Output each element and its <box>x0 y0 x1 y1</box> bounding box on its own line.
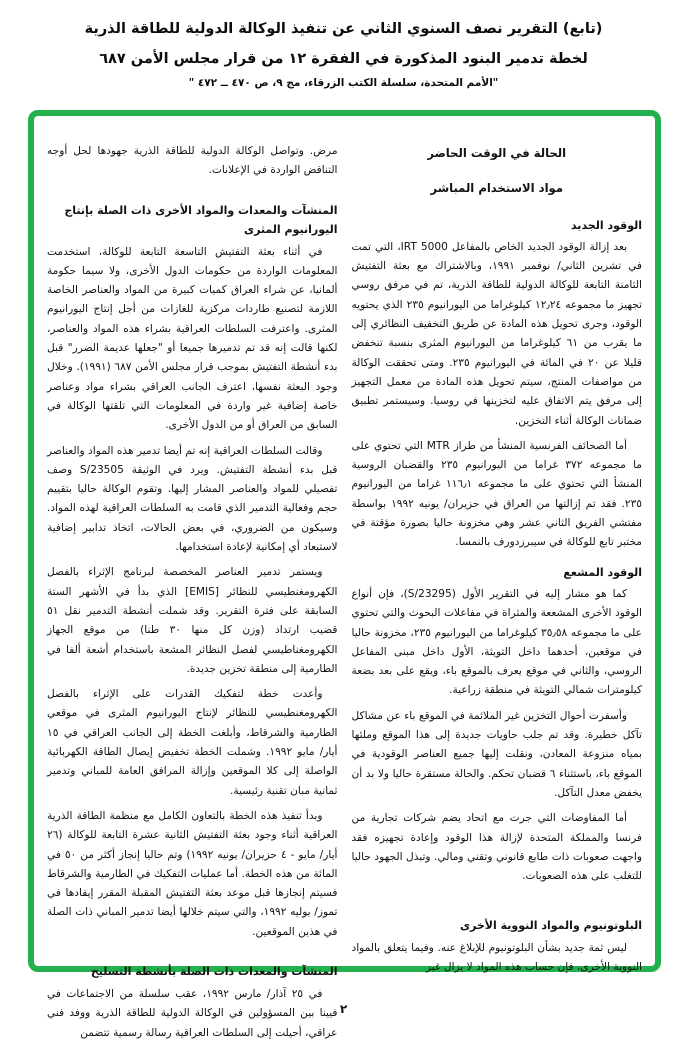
page-number: ٢ <box>339 1002 348 1016</box>
heading-weaponization-facilities: المنشآت والمعدات ذات الصلة بأنشطة التسليح <box>90 964 338 978</box>
source-citation-line: "الأمم المتحدة، سلسلة الكتب الزرقاء، مج ٩، ص ٤٧٠ ــ ٤٧٢ " <box>188 77 499 89</box>
paragraph-enrichment-4: وأعدت خطة لتفكيك القدرات على الإثراء بالفصل الكهرومغنطيسي للنظائر لإنتاج اليورانيوم المثرى في موقعي الطارمية والشرقاط، وأبلغت الخطة إلى الجانب العراقي في ١٥ أيار/ مايو ١٩٩٢. وشملت الخطة تخفيض إيصال الطاقة الكهربائية الواصلة إلى كلا الموقعين وإزالة المرافق العامة للمباني وتدمير ثمانية مبان تقنية رئيسية. <box>47 688 338 797</box>
heading-enrichment-facilities: المنشآت والمعدات والمواد الأخرى ذات الصلة بإنتاج اليورانيوم المثرى <box>64 203 338 236</box>
heading-plutonium: البلوتونيوم والمواد النووية الأخرى <box>459 919 642 933</box>
paragraph-continuation: مرض. وتواصل الوكالة الدولية للطاقة الذرية جهودها لحل أوجه التناقض الواردة في الإعلانات. <box>47 145 338 177</box>
green-content-frame <box>28 110 661 1039</box>
column-right <box>351 142 643 973</box>
paragraph-irradiated-2: وأسفرت أحوال التخزين غير الملائمة في الموقع باء عن مشاكل تآكل خطيرة. وقد تم جلب حاويات جديدة إلى هذا الموقع وملئها بمياه منزوعة المعادن، ونقلت إليها جميع العناصر الوقودية في الموقع باء، باستثناء ٦ قضبان تحكم. والحالة مستقرة حاليا ولا بد أن يخفض معدل التآكل. <box>351 709 642 799</box>
heading-new-fuel: الوقود الجديد <box>570 218 642 232</box>
section-heading-current-situation: الحالة في الوقت الحاضر <box>427 146 567 160</box>
paragraph-enrichment-2: وقالت السلطات العراقية إنه تم أيضا تدمير هذه المواد والعناصر قبل بدء أنشطة التفتيش. ويرد في الوثيقة S/23505 وصف تفصيلي للمواد والعناصر المشار إليها. وتقوم الوكالة حاليا بتقييم حجم وفعالية التدمير الذي قامت به السلطات العراقية لهذه المواد. وسيكون من الضروري، في بعض الحالات، اتخاذ تدابير إضافية لاستبعاد أي إمكانية لإعادة استخدامها. <box>47 444 338 554</box>
heading-irradiated-fuel: الوقود المشعع <box>563 565 642 579</box>
column-left <box>47 142 338 1039</box>
paragraph-weaponization-1: في ٢٥ آذار/ مارس ١٩٩٢، عقب سلسلة من الاجتماعات في فيينا بين المسؤولين في الوكالة الدولية للطاقة الذرية ووفد فني عراقي، أحيلت إلى السلطات العراقية رسالة رسمية تتضمن <box>47 987 338 1039</box>
paragraph-enrichment-3: ويستمر تدمير العناصر المخصصة لبرنامج الإثراء بالفصل الكهرومغنطيسي للنظائر [EMIS] الذي بدأ في الأشهر الستة السابقة على فترة التقرير. وقد شملت أنشطة التدمير نقل ٥١ قضيب ارتداد (وزن كل منها ٣٠ طنا) من موقع الجهاز الكهرومغناطيسي لفصل النظائر المشعة باستخدام أشعة ألفا في الطارمية إلى منطقة تخزين جديدة. <box>47 566 338 675</box>
paragraph-irradiated-3: أما المفاوضات التي جرت مع اتحاد يضم شركات تجارية من فرنسا والمملكة المتحدة لإزالة هذا الوقود وإعادة تجهيزه فقد واجهت صعوبات ذات طابع قانوني وتقني ومالي. وتبذل الجهود حاليا للتغلب على هذه الصعوبات. <box>351 812 642 883</box>
paragraph-enrichment-1: في أثناء بعثة التفتيش التاسعة التابعة للوكالة، استخدمت المعلومات الواردة من حكومات الدول الأخرى، ولا سيما حكومة ألمانيا، عن شراء العراق كميات كبيرة من المواد والعناصر الخاصة اللازمة لتصنيع طاردات مركزية للغازات من أجل إنتاج اليورانيوم المثرى. واعترفت السلطات العراقية بشراء هذه المواد والعناصر، لكنها قالت إنه قد تم تدميرها جميعا أو "جعلها عديمة الضرر" قبل بدء أنشطة التفتيش بموجب قرار مجلس الأمن ٦٨٧ (١٩٩١). وخلال وجود البعثة نفسها، اعترف الجانب العراقي بشراء مواد وعناصر خاصة إضافية غير واردة في المعلومات التي تلقتها الوكالة في السابق من العراق أو من الدول الأخرى. <box>47 245 338 432</box>
two-column-layout <box>34 116 655 1039</box>
paragraph-irradiated-1: كما هو مشار إليه في التقرير الأول (S/23295)، فإن أنواع الوقود الأخرى المشععة والمثراة في مفاعلات البحوث والتي تحتوي على ما مجموعه ٣٥٫٥٨ كيلوغراما من اليورانيوم ٢٣٥، مخزونة حاليا في موقعين، أحدهما داخل التويثة، الأول داخل مبنى المفاعل الروسي، والثاني في موقع يعرف بالموقع باء، ويقع على بعد بضعة كيلومترات شمالي التويثة في منطقة زراعية. <box>351 587 642 697</box>
paragraph-enrichment-5: وبدأ تنفيذ هذه الخطة بالتعاون الكامل مع منظمة الطاقة الذرية العراقية أثناء وجود بعثة التفتيش الثانية عشرة التابعة للوكالة (٢٦ أيار/ مايو - ٤ حزيران/ يونيه ١٩٩٢) وتم حاليا إنجاز أكثر من ٥٠ في المائة من هذه الخطة. أما عمليات التفكيك في الطارمية والشرقاط فسيتم إنجازها قبل موعد بعثة التفتيش المقبلة المقرر إيفادها في تموز/ يوليه ١٩٩٢، والتي سيتم خلالها أيضا تدمير المباني ذات الصلة في هذين الموقعين. <box>47 809 338 938</box>
document-header <box>0 0 687 92</box>
subsection-heading-direct-use-materials: مواد الاستخدام المباشر <box>430 181 563 196</box>
title-line-2: لخطة تدمير البنود المذكورة في الفقرة ١٢ من قرار مجلس الأمن ٦٨٧ <box>99 51 588 67</box>
title-line-1: (تابع) التقرير نصف السنوي الثاني عن تنفيذ الوكالة الدولية للطاقة الذرية <box>84 21 603 37</box>
paragraph-new-fuel-2: أما الصحائف الفرنسية المنشأ من طراز MTR التي تحتوي على ما مجموعه ٣٧٢ غراما من اليورانيوم ٢٣٥ والقضبان الروسية المنشأ التي تحتوي على ما مجموعه ١١٦٫١ غراما من اليورانيوم ٢٣٥. فقد تم إزالتها من العراق في حزيران/ يونيه ١٩٩٢ بواسطة مفتشي الفريق الثاني عشر وهي مخزونة حاليا بصورة مؤقتة في مختبر تابع للوكالة في سيبرزدورف بالنمسا. <box>351 439 642 549</box>
paragraph-plutonium-1: ليس ثمة جديد بشأن البلوتونيوم للإبلاغ عنه. وفيما يتعلق بالمواد النووية الأخرى، فإن حساب هذه المواد لا يزال غير <box>351 941 642 973</box>
paragraph-new-fuel-1: بعد إزالة الوقود الجديد الخاص بالمفاعل IRT 5000، التي تمت في تشرين الثاني/ نوفمبر ١٩٩١، وبالاشتراك مع بعثة التفتيش الثامنة التابعة للوكالة الدولية للطاقة الذرية، تم في مرفق روسي تجهيز ما مجموعه ١٢٫٢٤ كيلوغراما من اليورانيوم ٢٣٥ الذي يحتويه الوقود، وجرى تحويل هذه المادة عن طريق التخفيف النظائري إلى ما يقرب من ٦١ كيلوغراما من اليورانيوم المثرى بنسبة تنخفض قليلا عن ٢٠ في المائة في اليورانيوم ٢٣٥. ومتى تحققت الوكالة من مواصفات المنتج، سيتم تحويل هذه المادة من معمل التجهيز إلى مرفق يتم الاتفاق عليه لتخزينها في روسيا. وسيستمر تطبيق ضمانات الوكالة أثناء التخزين. <box>351 240 642 427</box>
